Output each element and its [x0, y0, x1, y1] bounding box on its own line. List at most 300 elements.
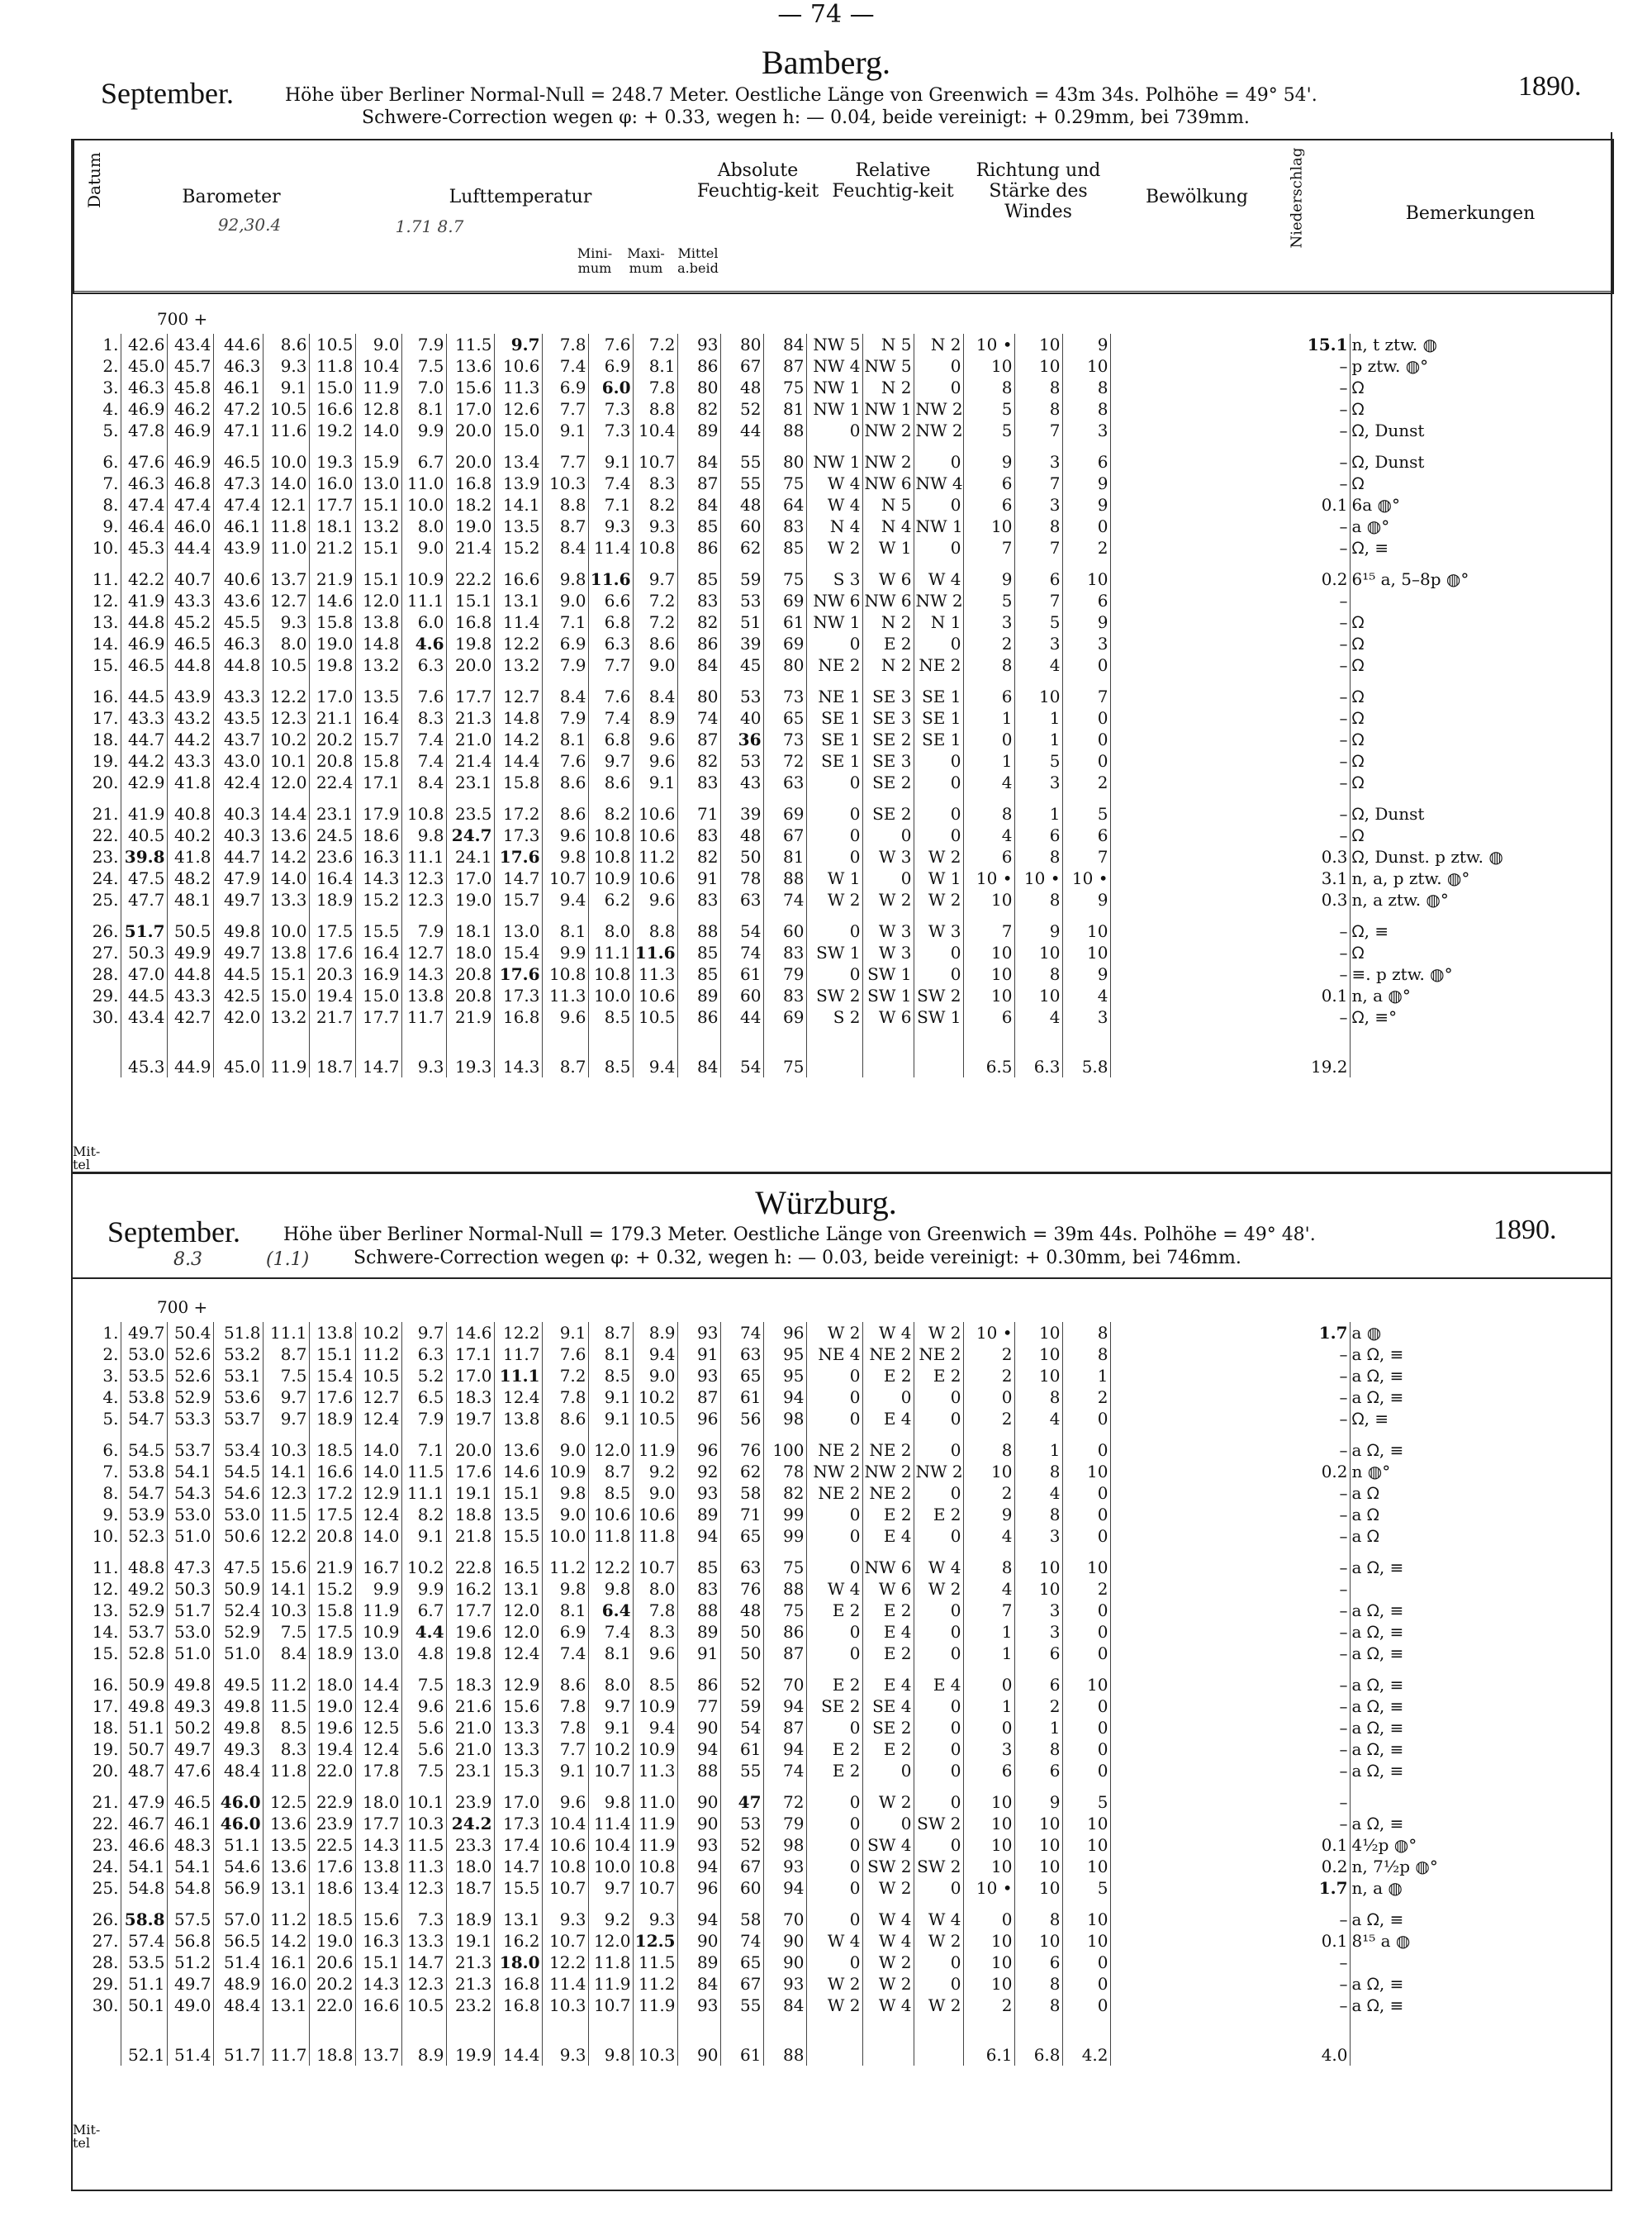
- cell-w-8h: NE 2: [806, 1429, 862, 1461]
- cell-w-8h: NW 2: [806, 1461, 862, 1482]
- cell-rf-8h: 87: [677, 729, 720, 750]
- cell-af-2h: 9.7: [588, 1877, 633, 1899]
- cell-b-8h: 9: [1062, 473, 1110, 494]
- cell-temp-8h: 14.0: [355, 420, 401, 441]
- cell-temp-8h: 13.2: [355, 654, 401, 676]
- table-row: [73, 1343, 1526, 1365]
- cell-max: 13.6: [446, 355, 494, 377]
- cell-rf-2h: 67: [720, 355, 763, 377]
- cell-baro-8h: 54.5: [121, 1429, 167, 1461]
- cell-b-8h: 0: [1062, 1643, 1110, 1664]
- cell-af-2h: 8.1: [588, 1343, 633, 1365]
- cell-min: 12.3: [401, 1973, 446, 1995]
- cell-rf-8h: 61: [763, 611, 806, 633]
- cell-b-8h: 10: [1062, 1461, 1110, 1482]
- row-date: 8.: [102, 1483, 119, 1503]
- cell-b-8h: 0: [1062, 1621, 1110, 1643]
- cell-af-2h: 6.8: [588, 729, 633, 750]
- cell-baro-2h: 46.9: [167, 420, 213, 441]
- cell-baro-8h: 42.5: [213, 985, 263, 1006]
- cell-temp-8h: 12.4: [355, 1695, 401, 1717]
- page-number: — 74 —: [777, 0, 875, 29]
- cell-baro-8h: 51.1: [121, 1973, 167, 1995]
- mittel-cell: 61: [720, 2016, 763, 2066]
- cell-max: 17.0: [446, 868, 494, 889]
- cell-af-2h: 9.1: [588, 1408, 633, 1429]
- row-date: 6.: [102, 1440, 119, 1460]
- cell-baro-8h: 53.5: [121, 1952, 167, 1973]
- cell-temp-8h: 13.7: [263, 559, 309, 590]
- cell-baro-8h: 50.9: [121, 1664, 167, 1695]
- header-mittel: Mittel a.beid: [677, 245, 719, 276]
- cell-b-2h: 4: [1014, 1408, 1062, 1429]
- row-remark: a ◍: [1350, 1322, 1526, 1343]
- cell-w-2h: W 3: [862, 846, 914, 868]
- cell-temp-2h: 17.6: [309, 1856, 355, 1877]
- mittel-row: [73, 1028, 1526, 1077]
- cell-af-8h: 10.4: [542, 1813, 588, 1834]
- row-remark: ᘯ: [1350, 398, 1526, 420]
- table-row: [73, 1547, 1526, 1578]
- cell-rf-8h: 93: [763, 1973, 806, 1995]
- cell-w-2h: NE 2: [862, 1482, 914, 1504]
- row-remark: a ᘯ: [1350, 1482, 1526, 1504]
- row-remark: 6a ◍°: [1350, 494, 1526, 516]
- cell-b-2h: 7: [1014, 590, 1062, 611]
- cell-af-2h: 8.0: [588, 1664, 633, 1695]
- cell-baro-2h: 47.3: [167, 1547, 213, 1578]
- cell-w-8h: 0: [806, 1365, 862, 1386]
- cell-w-2h: N 5: [862, 494, 914, 516]
- cell-b-2h: 10: [1014, 334, 1062, 355]
- cell-max: 19.0: [446, 889, 494, 911]
- cell-w-2h: 0: [862, 868, 914, 889]
- cell-temp-2h: 18.9: [309, 889, 355, 911]
- cell-af-8h: 10.9: [542, 1461, 588, 1482]
- cell-n: 0.1: [1110, 494, 1350, 516]
- table-row: [73, 420, 1526, 441]
- cell-af-8h: 7.2: [633, 590, 677, 611]
- cell-b-2h: 6: [1014, 1760, 1062, 1781]
- cell-b-2h: 8: [1014, 398, 1062, 420]
- cell-max: 23.9: [446, 1781, 494, 1813]
- row-date: 12.: [92, 591, 119, 611]
- cell-mittel: 13.3: [494, 1738, 542, 1760]
- mittel-cell: 88: [763, 2016, 806, 2066]
- cell-b-8h: 2: [1062, 1578, 1110, 1600]
- cell-b-2h: 8: [1014, 1973, 1062, 1995]
- cell-max: 17.6: [446, 1461, 494, 1482]
- cell-temp-2h: 18.1: [309, 516, 355, 537]
- table-row: [73, 473, 1526, 494]
- cell-n: –: [1110, 1482, 1350, 1504]
- cell-rf-2h: 50: [720, 1621, 763, 1643]
- cell-rf-2h: 53: [720, 1813, 763, 1834]
- cell-b-8h: 10: [963, 516, 1014, 537]
- cell-rf-8h: 80: [677, 676, 720, 707]
- cell-temp-8h: 15.1: [355, 537, 401, 559]
- cell-temp-8h: 8.0: [263, 633, 309, 654]
- cell-max: 18.3: [446, 1386, 494, 1408]
- cell-af-2h: 9.3: [588, 516, 633, 537]
- cell-af-8h: 9.4: [633, 1343, 677, 1365]
- row-remark: n ◍°: [1350, 1461, 1526, 1482]
- cell-b-8h: 8: [1062, 1322, 1110, 1343]
- cell-mittel: 13.4: [494, 441, 542, 473]
- cell-mittel: 14.7: [494, 1856, 542, 1877]
- cell-mittel: 12.7: [494, 676, 542, 707]
- cell-af-2h: 9.8: [588, 1781, 633, 1813]
- cell-temp-8h: 10.5: [263, 398, 309, 420]
- cell-n: –: [1110, 1408, 1350, 1429]
- row-remark: ᘯ, Dunst: [1350, 441, 1526, 473]
- row-remark: ᘯ, ≡°: [1350, 1006, 1526, 1028]
- cell-b-8h: 0: [1062, 1995, 1110, 2016]
- cell-baro-8h: 53.4: [213, 1429, 263, 1461]
- cell-max: 20.8: [446, 963, 494, 985]
- cell-af-8h: 10.7: [633, 441, 677, 473]
- cell-w-8h: SE 1: [806, 729, 862, 750]
- cell-b-2h: 6: [1014, 559, 1062, 590]
- cell-af-8h: 11.0: [633, 1781, 677, 1813]
- cell-temp-8h: 16.3: [355, 1930, 401, 1952]
- cell-temp-8h: 16.4: [355, 707, 401, 729]
- cell-mittel: 17.4: [494, 1834, 542, 1856]
- cell-b-2h: 2: [1014, 1695, 1062, 1717]
- cell-af-8h: 6.9: [542, 633, 588, 654]
- mittel-cell: 19.2: [1110, 1028, 1350, 1077]
- cell-af-8h: 9.3: [633, 1899, 677, 1930]
- cell-rf-8h: 83: [677, 590, 720, 611]
- cell-w-8h: 0: [914, 1600, 963, 1621]
- row-date: 4.: [102, 399, 119, 419]
- mittel-cell: 51.4: [167, 2016, 213, 2066]
- cell-af-8h: 9.7: [633, 559, 677, 590]
- cell-b-8h: 10: [963, 1973, 1014, 1995]
- cell-b-8h: 10 •: [1062, 868, 1110, 889]
- table-row: [73, 911, 1526, 942]
- cell-baro-2h: 44.4: [167, 537, 213, 559]
- cell-temp-8h: 17.9: [355, 793, 401, 825]
- cell-max: 18.0: [446, 1856, 494, 1877]
- cell-min: 5.6: [401, 1717, 446, 1738]
- cell-af-8h: 8.8: [633, 398, 677, 420]
- table-row: [73, 1834, 1526, 1856]
- row-date: 5.: [102, 421, 119, 440]
- cell-temp-8h: 13.6: [263, 1813, 309, 1834]
- cell-af-8h: 9.0: [633, 1482, 677, 1504]
- cell-rf-8h: 93: [677, 1322, 720, 1343]
- cell-min: 11.5: [401, 1834, 446, 1856]
- year-bamberg: 1890.: [1518, 71, 1582, 102]
- cell-rf-8h: 87: [677, 473, 720, 494]
- cell-rf-8h: 90: [677, 1813, 720, 1834]
- cell-af-8h: 11.2: [633, 846, 677, 868]
- cell-af-8h: 10.7: [633, 1547, 677, 1578]
- cell-mittel: 12.4: [494, 1386, 542, 1408]
- cell-max: 19.7: [446, 1408, 494, 1429]
- cell-baro-8h: 43.3: [213, 676, 263, 707]
- cell-mittel: 17.3: [494, 1813, 542, 1834]
- cell-w-8h: W 4: [914, 1899, 963, 1930]
- cell-temp-8h: 15.2: [355, 889, 401, 911]
- cell-b-2h: 8: [1014, 846, 1062, 868]
- table-row: [73, 590, 1526, 611]
- cell-rf-8h: 74: [677, 707, 720, 729]
- cell-temp-8h: 11.0: [263, 537, 309, 559]
- cell-af-8h: 8.6: [542, 793, 588, 825]
- cell-w-8h: NW 1: [806, 398, 862, 420]
- cell-temp-2h: 19.4: [309, 1738, 355, 1760]
- row-remark: n, a ◍: [1350, 1877, 1526, 1899]
- row-remark: ᘯ: [1350, 654, 1526, 676]
- table-row: [73, 1643, 1526, 1664]
- cell-rf-8h: 84: [677, 441, 720, 473]
- cell-baro-8h: 50.9: [213, 1578, 263, 1600]
- cell-b-2h: 10: [1014, 942, 1062, 963]
- cell-rf-8h: 63: [763, 772, 806, 793]
- cell-mittel: 13.9: [494, 473, 542, 494]
- cell-rf-8h: 81: [763, 398, 806, 420]
- cell-max: 23.1: [446, 772, 494, 793]
- cell-temp-8h: 14.0: [355, 1429, 401, 1461]
- cell-rf-8h: 69: [763, 633, 806, 654]
- cell-rf-8h: 82: [677, 846, 720, 868]
- cell-w-8h: W 2: [914, 1322, 963, 1343]
- cell-w-2h: SE 2: [862, 793, 914, 825]
- cell-mittel: 14.2: [494, 729, 542, 750]
- cell-b-8h: 0: [1062, 707, 1110, 729]
- cell-n: –: [1110, 1621, 1350, 1643]
- cell-temp-8h: 12.2: [263, 676, 309, 707]
- cell-w-8h: 0: [806, 1952, 862, 1973]
- cell-baro-8h: 47.8: [121, 420, 167, 441]
- mittel-cell: 8.9: [401, 2016, 446, 2066]
- cell-b-8h: 0: [1062, 729, 1110, 750]
- cell-af-8h: 7.7: [542, 441, 588, 473]
- cell-w-2h: W 2: [862, 1877, 914, 1899]
- cell-af-8h: 10.6: [633, 868, 677, 889]
- cell-temp-8h: 14.1: [263, 1461, 309, 1482]
- cell-w-2h: SE 2: [862, 729, 914, 750]
- row-remark: ᘯ: [1350, 750, 1526, 772]
- table-row: [73, 494, 1526, 516]
- cell-b-8h: 7: [1062, 676, 1110, 707]
- cell-min: 7.6: [401, 676, 446, 707]
- handnote-bamberg-2: 1.71 8.7: [395, 216, 464, 236]
- cell-w-8h: NW 5: [806, 334, 862, 355]
- cell-rf-8h: 84: [763, 334, 806, 355]
- cell-w-8h: SE 1: [914, 676, 963, 707]
- table-row: [73, 868, 1526, 889]
- cell-temp-8h: 16.7: [355, 1547, 401, 1578]
- cell-b-8h: 1: [963, 1621, 1014, 1643]
- cell-af-2h: 6.4: [588, 1600, 633, 1621]
- row-date: 15.: [92, 1643, 119, 1663]
- cell-af-8h: 9.6: [542, 1006, 588, 1028]
- cell-af-2h: 6.3: [588, 633, 633, 654]
- cell-af-2h: 8.5: [588, 1482, 633, 1504]
- cell-b-8h: 10: [963, 1952, 1014, 1973]
- cell-w-8h: 0: [806, 1504, 862, 1525]
- cell-af-8h: 12.5: [633, 1930, 677, 1952]
- cell-w-2h: W 3: [862, 942, 914, 963]
- cell-baro-8h: 47.3: [213, 473, 263, 494]
- cell-rf-2h: 54: [720, 1717, 763, 1738]
- cell-w-8h: W 2: [914, 889, 963, 911]
- cell-temp-8h: 10.1: [263, 750, 309, 772]
- cell-b-2h: 8: [1014, 377, 1062, 398]
- cell-temp-2h: 20.2: [309, 1973, 355, 1995]
- cell-rf-8h: 94: [763, 1738, 806, 1760]
- cell-max: 16.8: [446, 473, 494, 494]
- cell-rf-2h: 71: [720, 1504, 763, 1525]
- cell-w-8h: NE 2: [806, 1482, 862, 1504]
- cell-af-8h: 7.7: [542, 398, 588, 420]
- cell-rf-2h: 60: [720, 1877, 763, 1899]
- cell-rf-8h: 89: [677, 985, 720, 1006]
- row-remark: [1350, 590, 1526, 611]
- cell-rf-2h: 59: [720, 559, 763, 590]
- cell-af-8h: 9.9: [542, 942, 588, 963]
- cell-rf-8h: 81: [763, 846, 806, 868]
- table-row: [73, 516, 1526, 537]
- cell-af-8h: 9.0: [542, 1429, 588, 1461]
- cell-w-2h: E 4: [862, 1525, 914, 1547]
- cell-af-8h: 11.9: [633, 1813, 677, 1834]
- cell-af-2h: 7.3: [588, 398, 633, 420]
- cell-temp-8h: 11.8: [263, 1760, 309, 1781]
- cell-w-8h: W 1: [806, 868, 862, 889]
- cell-mittel: 18.0: [494, 1952, 542, 1973]
- cell-mittel: 15.0: [494, 420, 542, 441]
- table-row: [73, 1717, 1526, 1738]
- table-row: [73, 1600, 1526, 1621]
- table-row: [73, 398, 1526, 420]
- cell-temp-8h: 13.6: [263, 1856, 309, 1877]
- cell-baro-8h: 58.8: [121, 1899, 167, 1930]
- cell-temp-8h: 16.4: [355, 942, 401, 963]
- cell-baro-8h: 52.4: [213, 1600, 263, 1621]
- cell-af-8h: 7.9: [542, 707, 588, 729]
- cell-baro-8h: 48.7: [121, 1760, 167, 1781]
- cell-rf-8h: 67: [763, 825, 806, 846]
- cell-temp-8h: 18.6: [355, 825, 401, 846]
- cell-n: –: [1110, 1386, 1350, 1408]
- cell-rf-8h: 78: [763, 1461, 806, 1482]
- cell-baro-8h: 46.7: [121, 1813, 167, 1834]
- cell-w-2h: SE 3: [862, 676, 914, 707]
- cell-temp-8h: 13.6: [263, 825, 309, 846]
- cell-af-8h: 10.7: [542, 868, 588, 889]
- cell-w-8h: SE 1: [806, 750, 862, 772]
- cell-af-8h: 8.5: [633, 1664, 677, 1695]
- cell-w-8h: W 4: [914, 1547, 963, 1578]
- cell-b-2h: 5: [1014, 750, 1062, 772]
- cell-n: –: [1110, 729, 1350, 750]
- cell-max: 20.8: [446, 985, 494, 1006]
- cell-b-8h: 10 •: [963, 1322, 1014, 1343]
- cell-af-2h: 10.8: [588, 963, 633, 985]
- cell-temp-2h: 19.4: [309, 985, 355, 1006]
- cell-max: 23.2: [446, 1995, 494, 2016]
- cell-rf-8h: 83: [677, 889, 720, 911]
- cell-temp-8h: 16.0: [263, 1973, 309, 1995]
- cell-temp-8h: 13.8: [355, 611, 401, 633]
- cell-n: –: [1110, 1813, 1350, 1834]
- cell-temp-8h: 13.1: [263, 1995, 309, 2016]
- cell-rf-2h: 74: [720, 1930, 763, 1952]
- cell-b-2h: 10: [1014, 1856, 1062, 1877]
- table-row: [73, 942, 1526, 963]
- mittel-cell: 52.1: [121, 2016, 167, 2066]
- cell-b-2h: 3: [1014, 441, 1062, 473]
- cell-min: 6.7: [401, 1600, 446, 1621]
- cell-baro-2h: 50.3: [167, 1578, 213, 1600]
- cell-rf-8h: 90: [677, 1717, 720, 1738]
- cell-temp-2h: 21.1: [309, 707, 355, 729]
- mittel-cell: 11.7: [263, 2016, 309, 2066]
- row-date: 7.: [102, 473, 119, 493]
- cell-w-8h: 0: [914, 355, 963, 377]
- cell-af-8h: 10.2: [633, 1386, 677, 1408]
- row-date: 2.: [102, 1344, 119, 1364]
- cell-n: –: [1110, 1365, 1350, 1386]
- row-remark: a ᘯ, ≡: [1350, 1664, 1526, 1695]
- cell-rf-8h: 88: [677, 1600, 720, 1621]
- cell-temp-2h: 17.5: [309, 1504, 355, 1525]
- cell-temp-2h: 19.8: [309, 654, 355, 676]
- header-wind: Richtung und Stärke des Windes: [976, 160, 1101, 222]
- cell-temp-8h: 13.8: [263, 942, 309, 963]
- cell-temp-2h: 15.1: [309, 1343, 355, 1365]
- cell-af-8h: 8.1: [542, 911, 588, 942]
- row-remark: ᘯ: [1350, 633, 1526, 654]
- mittel-cell: 9.8: [588, 2016, 633, 2066]
- cell-temp-2h: 19.0: [309, 1930, 355, 1952]
- cell-baro-8h: 53.1: [213, 1365, 263, 1386]
- cell-n: –: [1110, 1547, 1350, 1578]
- cell-rf-8h: 96: [677, 1877, 720, 1899]
- cell-w-8h: 0: [914, 377, 963, 398]
- row-remark: a ◍°: [1350, 516, 1526, 537]
- cell-temp-8h: 9.0: [355, 334, 401, 355]
- cell-w-8h: SE 2: [806, 1695, 862, 1717]
- cell-af-8h: 7.6: [542, 1343, 588, 1365]
- cell-temp-2h: 20.6: [309, 1952, 355, 1973]
- cell-baro-2h: 43.4: [167, 334, 213, 355]
- cell-rf-8h: 99: [763, 1525, 806, 1547]
- cell-af-8h: 8.3: [633, 473, 677, 494]
- cell-n: –: [1110, 1525, 1350, 1547]
- cell-baro-8h: 44.8: [213, 654, 263, 676]
- cell-n: 1.7: [1110, 1322, 1350, 1343]
- cell-b-8h: 0: [1062, 1760, 1110, 1781]
- cell-rf-8h: 94: [763, 1386, 806, 1408]
- cell-rf-8h: 89: [677, 1952, 720, 1973]
- cell-rf-2h: 48: [720, 1600, 763, 1621]
- cell-rf-2h: 67: [720, 1856, 763, 1877]
- cell-baro-2h: 52.6: [167, 1343, 213, 1365]
- cell-rf-8h: 93: [677, 1995, 720, 2016]
- row-remark: a ᘯ, ≡: [1350, 1760, 1526, 1781]
- cell-baro-2h: 53.0: [167, 1621, 213, 1643]
- cell-mittel: 13.0: [494, 911, 542, 942]
- cell-baro-8h: 44.6: [213, 334, 263, 355]
- cell-baro-8h: 46.3: [121, 377, 167, 398]
- mittel-cell: [1350, 1028, 1526, 1077]
- cell-rf-8h: 79: [763, 963, 806, 985]
